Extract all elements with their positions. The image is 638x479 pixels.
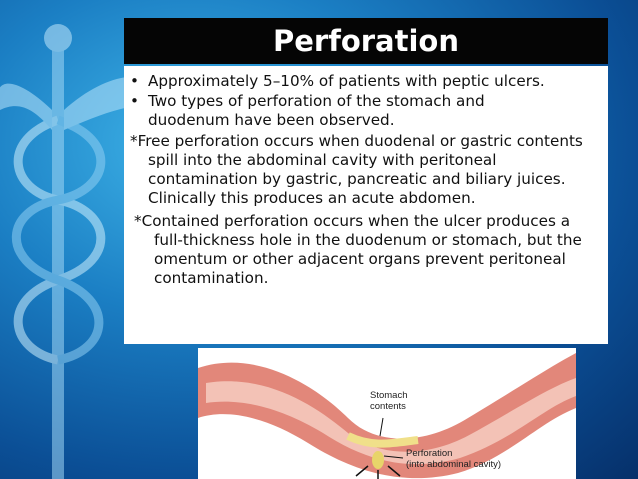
content-box bbox=[124, 66, 608, 344]
free-perforation-paragraph: *Free perforation occurs when duodenal or gastric contents spill into the abdominal cavity with peritoneal contamination by gastric, pancreatic and biliary juices. Clinically this produces an acute abdomen. bbox=[130, 132, 583, 207]
bullet-text: Two types of perforation of the stomach and duodenum have been observed. bbox=[148, 92, 485, 129]
contained-perforation-paragraph: *Contained perforation occurs when the ulcer produces a full-thickness hole in the duodenum or stomach, but the omentum or other adjacent organs prevent peritoneal contamination. bbox=[134, 212, 582, 287]
bullet-text: Approximately 5–10% of patients with peptic ulcers. bbox=[148, 72, 545, 90]
label-line: Perforation bbox=[406, 448, 453, 459]
bullet-dot: • bbox=[130, 72, 139, 90]
stomach-diagram bbox=[198, 348, 576, 479]
slide-title: Perforation bbox=[272, 24, 459, 58]
perforation-label bbox=[406, 448, 501, 470]
label-line: Stomach bbox=[370, 390, 408, 401]
bullet-item bbox=[130, 92, 600, 130]
label-line: (into abdominal cavity) bbox=[406, 459, 502, 470]
stomach-contents-label bbox=[370, 390, 408, 412]
label-line: contents bbox=[370, 401, 406, 412]
stomach-perforation-illustration bbox=[198, 348, 576, 479]
bullet-item bbox=[130, 72, 600, 91]
bullet-dot: • bbox=[130, 92, 139, 110]
title-bar bbox=[124, 18, 608, 64]
